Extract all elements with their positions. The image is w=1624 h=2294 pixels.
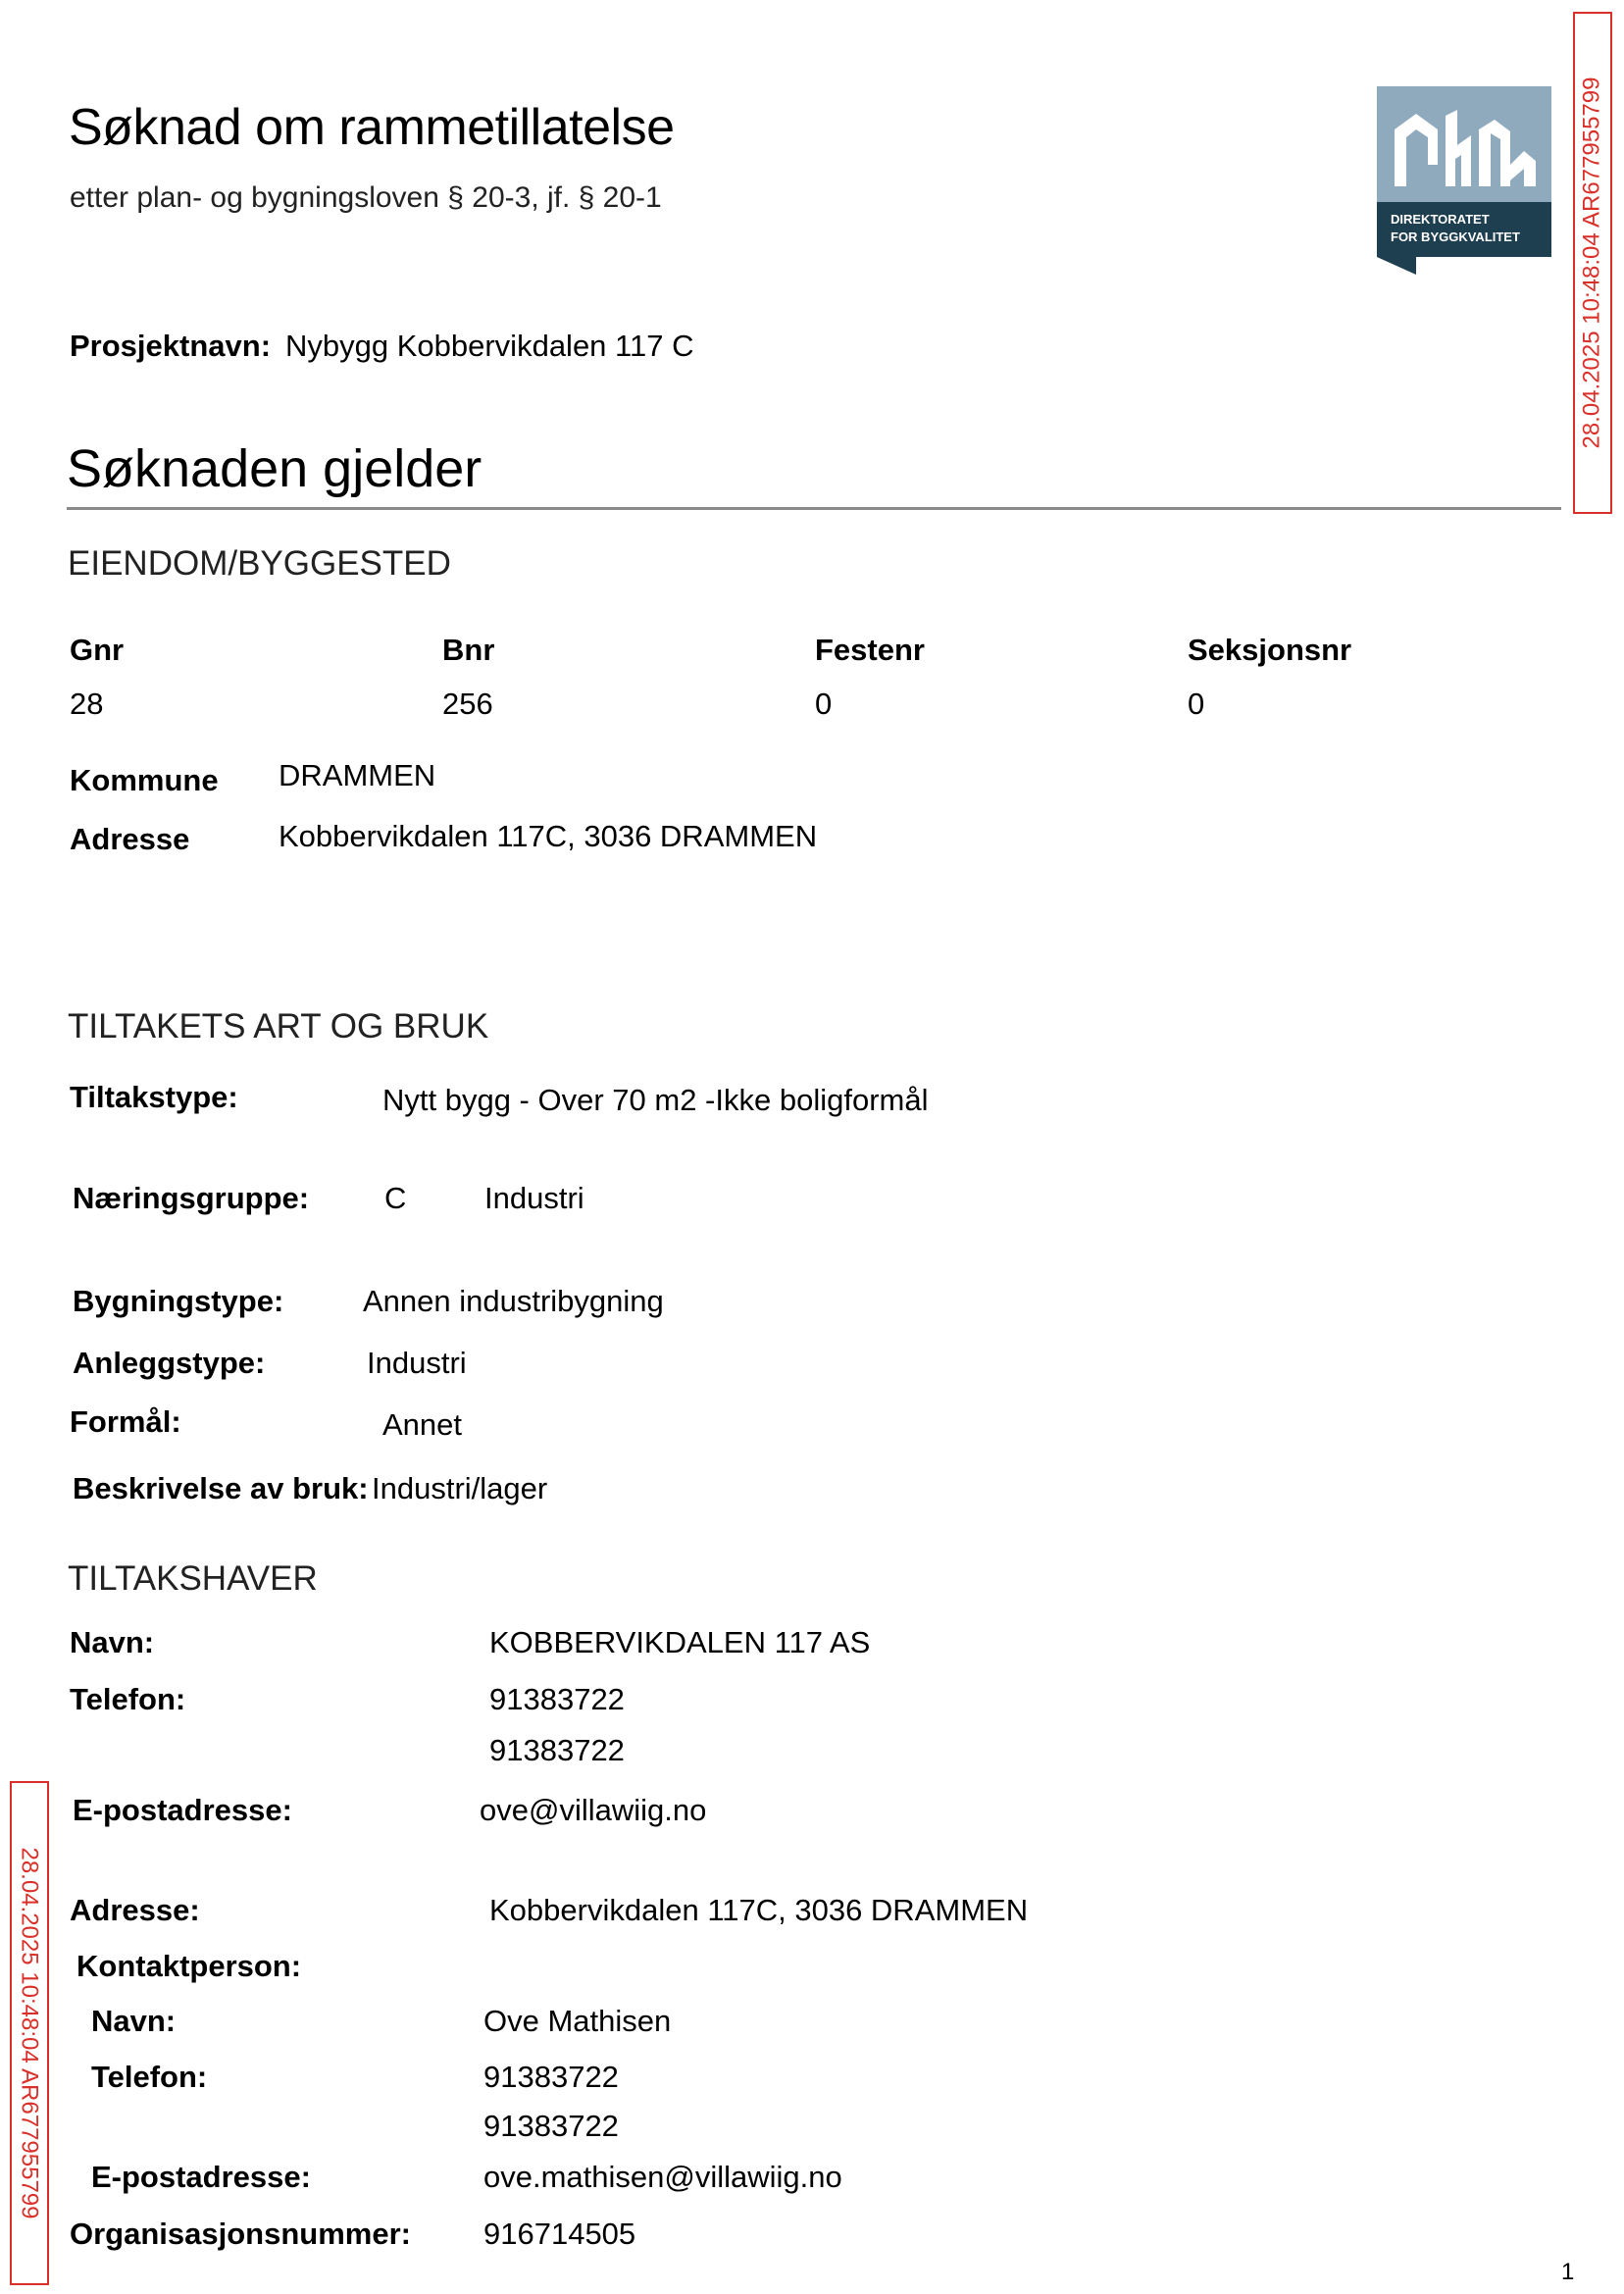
bnr-value: 256 [442, 687, 493, 721]
formal-label: Formål: [70, 1404, 181, 1439]
svg-text:DIREKTORATET: DIREKTORATET [1391, 212, 1490, 227]
festenr-label: Festenr [815, 633, 925, 667]
svg-text:FOR BYGGKVALITET: FOR BYGGKVALITET [1391, 229, 1520, 244]
tiltakshaver-telefon-label: Telefon: [70, 1682, 186, 1716]
tiltakshaver-adresse-label: Adresse: [70, 1893, 200, 1927]
kontakt-telefon-value-1: 91383722 [483, 2060, 619, 2094]
kontakt-telefon-value-2: 91383722 [483, 2109, 619, 2143]
tiltakshaver-navn-label: Navn: [70, 1625, 155, 1659]
gnr-label: Gnr [70, 633, 125, 667]
dibk-logo-icon [1377, 86, 1551, 275]
kommune-label: Kommune [70, 763, 219, 797]
kontakt-telefon-label: Telefon: [91, 2060, 208, 2094]
kontakt-navn-label: Navn: [91, 2004, 177, 2038]
tiltakshaver-navn-value: KOBBERVIKDALEN 117 AS [489, 1625, 871, 1659]
stamp-text: 28.04.2025 10:48:04 AR677955799 [17, 1847, 43, 2219]
document-title: Søknad om rammetillatelse [69, 99, 675, 156]
bnr-label: Bnr [442, 633, 495, 667]
tiltakshaver-adresse-value: Kobbervikdalen 117C, 3036 DRAMMEN [489, 1893, 1029, 1927]
anleggstype-label: Anleggstype: [73, 1346, 266, 1380]
tiltak-heading: TILTAKETS ART OG BRUK [68, 1007, 489, 1045]
section-title: Søknaden gjelder [67, 439, 482, 498]
timestamp-stamp-bottom [10, 1781, 49, 2285]
seksjonsnr-label: Seksjonsnr [1188, 633, 1352, 667]
adresse-label: Adresse [70, 822, 190, 856]
orgnr-label: Organisasjonsnummer: [70, 2217, 411, 2251]
seksjonsnr-value: 0 [1188, 687, 1205, 721]
gnr-value: 28 [70, 687, 104, 721]
project-name-value: Nybygg Kobbervikdalen 117 C [285, 329, 694, 363]
naeringsgruppe-value: Industri [484, 1181, 584, 1215]
tiltakshaver-telefon-value-1: 91383722 [489, 1682, 625, 1716]
tiltakshaver-epost-label: E-postadresse: [73, 1793, 292, 1827]
section-divider [67, 507, 1561, 510]
naeringsgruppe-code: C [384, 1181, 407, 1215]
dibk-logo [1377, 86, 1551, 275]
anleggstype-value: Industri [367, 1346, 467, 1380]
kontaktperson-label: Kontaktperson: [76, 1949, 302, 1983]
adresse-value: Kobbervikdalen 117C, 3036 DRAMMEN [279, 819, 818, 853]
festenr-value: 0 [815, 687, 833, 721]
page-number: 1 [1561, 2259, 1575, 2285]
stamp-text: 28.04.2025 10:48:04 AR677955799 [1579, 76, 1605, 449]
beskrivelse-value: Industri/lager [372, 1471, 548, 1505]
beskrivelse-label: Beskrivelse av bruk: [73, 1471, 369, 1505]
project-name-label: Prosjektnavn: [70, 329, 272, 363]
bygningstype-label: Bygningstype: [73, 1284, 284, 1318]
formal-value: Annet [382, 1407, 463, 1442]
tiltakstype-label: Tiltakstype: [70, 1080, 238, 1114]
property-heading: EIENDOM/BYGGESTED [68, 544, 451, 583]
timestamp-stamp-top [1573, 12, 1612, 514]
tiltakshaver-telefon-value-2: 91383722 [489, 1733, 625, 1767]
kontakt-navn-value: Ove Mathisen [483, 2004, 672, 2038]
kontakt-epost-label: E-postadresse: [91, 2160, 311, 2194]
kontakt-epost-value: ove.mathisen@villawiig.no [483, 2160, 842, 2194]
tiltakstype-value: Nytt bygg - Over 70 m2 -Ikke boligformål [382, 1083, 929, 1117]
orgnr-value: 916714505 [483, 2217, 636, 2251]
tiltakshaver-heading: TILTAKSHAVER [68, 1559, 318, 1598]
kommune-value: DRAMMEN [279, 758, 436, 792]
tiltakshaver-epost-value: ove@villawiig.no [480, 1793, 707, 1827]
naeringsgruppe-label: Næringsgruppe: [73, 1181, 310, 1215]
bygningstype-value: Annen industribygning [363, 1284, 664, 1318]
document-subtitle: etter plan- og bygningsloven § 20-3, jf. § 20-1 [70, 181, 662, 214]
